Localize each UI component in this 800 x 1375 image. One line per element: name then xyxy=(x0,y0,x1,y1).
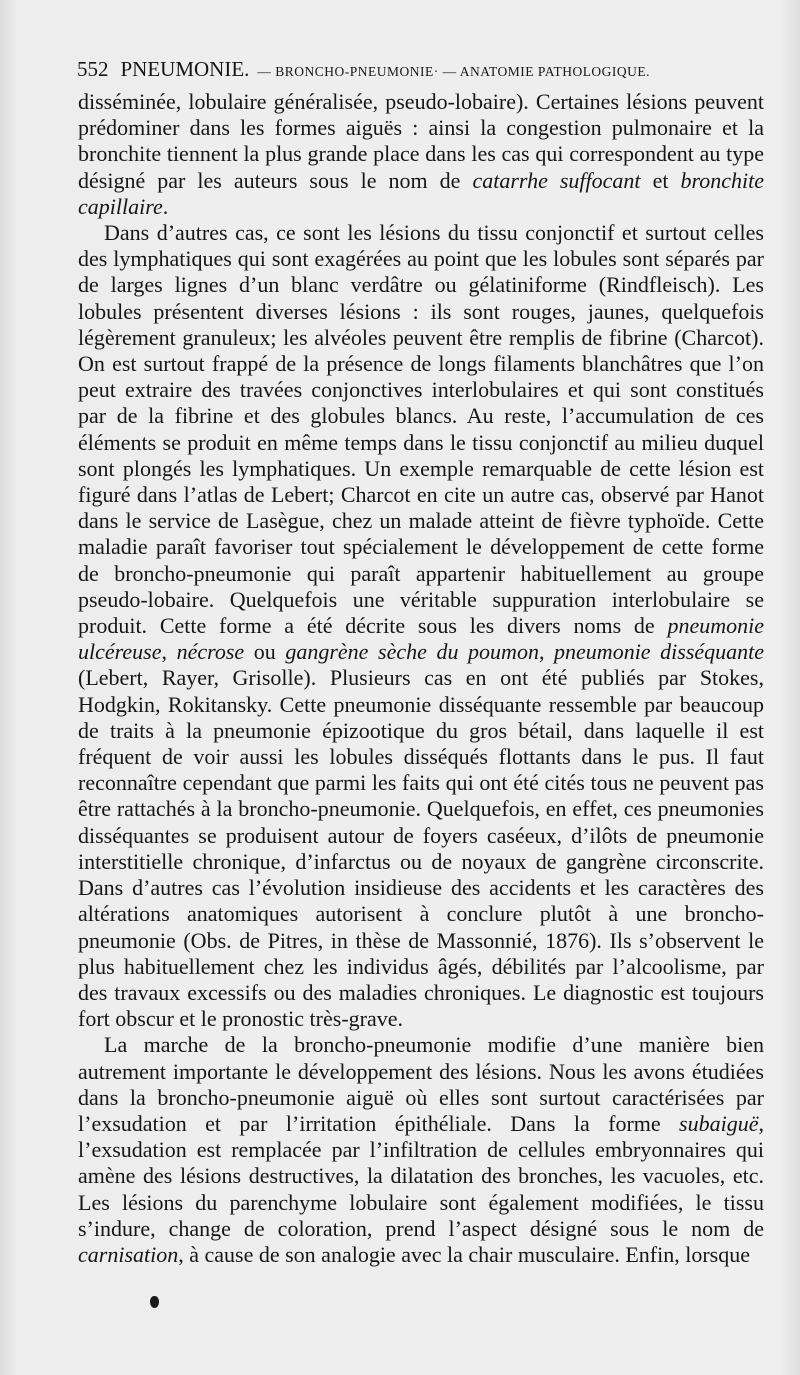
body-text xyxy=(78,89,764,1268)
page-number: 552 xyxy=(77,57,109,81)
text-run: et xyxy=(640,167,681,193)
paragraph xyxy=(78,1032,764,1268)
paragraph xyxy=(78,89,764,220)
text-run: , à cause de son analogie avec la chair musculaire. Enfin, lorsque xyxy=(178,1241,750,1267)
text-run: (Lebert, Rayer, Grisolle). Plusieurs cas en ont été publiés par Stokes, Hodgkin, Rokitansky. Cette pneumonie disséquante ressemble par beaucoup de traits à la pneumonie épizootique du gros bétail, dans laquelle il est fréquent de voir aussi les lobules disséqués flottants dans le pus. Il faut reconnaître cependant que parmi les faits qui ont été cités tous ne peuvent pas être rattachés à la broncho-pneumonie. Quelquefois, en effet, ces pneumonies disséquantes se produisent autour de foyers caséeux, d’ilôts de pneumonie interstitielle chronique, d’infarctus ou de noyaux de gangrène circonscrite. Dans d’autres cas l’évolution insidieuse des accidents et les caractères des altérations anatomiques autorisent à conclure plutôt à une broncho-pneumonie (Obs. de Pitres, in thèse de Massonnié, 1876). Ils s’observent le plus habituellement chez les individus âgés, débilités par l’alcoolisme, par des travaux excessifs ou des maladies chroniques. Le diagnostic est toujours fort obscur et le pronostic très-grave. xyxy=(78,665,764,1032)
text-run: La marche de la broncho-pneumonie modifie d’une manière bien autrement importante le développement des lésions. Nous les avons étudiées dans la broncho-pneumonie aiguë où elles sont surtout caractérisées par l’exsudation et par l’irritation épithéliale. Dans la forme xyxy=(78,1032,764,1136)
text-run: , xyxy=(538,639,555,665)
italic-text: subaiguë xyxy=(679,1110,759,1136)
italic-text: carnisation xyxy=(78,1241,179,1267)
running-subtitle: — BRONCHO-PNEUMONIE· — ANATOMIE PATHOLOGIQUE. xyxy=(257,64,651,79)
italic-text: bronchite capillaire xyxy=(78,167,765,219)
running-header xyxy=(77,57,767,82)
italic-text: pneumonie disséquante xyxy=(554,639,765,665)
text-run: Dans d’autres cas, ce sont les lésions du tissu conjonctif et surtout celles des lymphatiques qui sont exagérées au point que les lobules sont séparés par de larges lignes d’un blanc verdâtre ou gélatiniforme (Rindfleisch). Les lobules présentent diverses lésions : ils sont rouges, jaunes, quelquefois légèrement granuleux; les alvéoles peuvent être remplis de fibrine (Charcot). On est surtout frappé de la présence de longs filaments blanchâtres que l’on peut extraire des travées conjonctives interlobulaires et qui sont constitués par de la fibrine et des globules blancs. Au reste, l’accumulation de ces éléments se produit en même temps dans le tissu conjonctif au milieu duquel sont plongés les lymphatiques. Un exemple remarquable de cette lésion est figuré dans l’atlas de Lebert; Charcot en cite un autre cas, observé par Hanot dans le service de Lasègue, chez un malade atteint de fièvre typhoïde. Cette maladie paraît favoriser tout spécialement le développement de cette forme de broncho-pneumonie qui paraît appartenir habituellement au groupe pseudo-lobaire. Quelquefois une véritable suppuration interlobulaire se produit. Cette forme a été décrite sous les divers noms de xyxy=(78,220,764,639)
ink-blot-mark xyxy=(150,1296,159,1308)
paragraph xyxy=(78,220,764,1032)
text-run: . xyxy=(162,193,169,219)
running-title: PNEUMONIE. xyxy=(120,57,250,81)
italic-text: catarrhe suffocant xyxy=(472,167,641,193)
italic-text: pneumonie ulcéreuse xyxy=(78,613,764,665)
text-run: , l’exsudation est remplacée par l’infiltration de cellules embryonnaires qui amène des lésions destructives, la dilatation des bronches, les vacuoles, etc. Les lésions du parenchyme lobulaire sont également modifiées, le tissu s’indure, change de coloration, prend l’aspect désigné sous le nom de xyxy=(78,1110,764,1241)
italic-text: nécrose xyxy=(176,639,245,665)
text-run: disséminée, lobulaire généralisée, pseudo-lobaire). Certaines lésions peuvent prédominer dans les formes aiguës : ainsi la congestion pulmonaire et la bronchite tiennent la plus grande place dans les cas qui correspondent au type désigné par les auteurs sous le nom de xyxy=(78,89,764,193)
text-run: ou xyxy=(244,639,286,665)
text-run: , xyxy=(161,639,177,665)
italic-text: gangrène sèche du poumon xyxy=(285,639,539,665)
